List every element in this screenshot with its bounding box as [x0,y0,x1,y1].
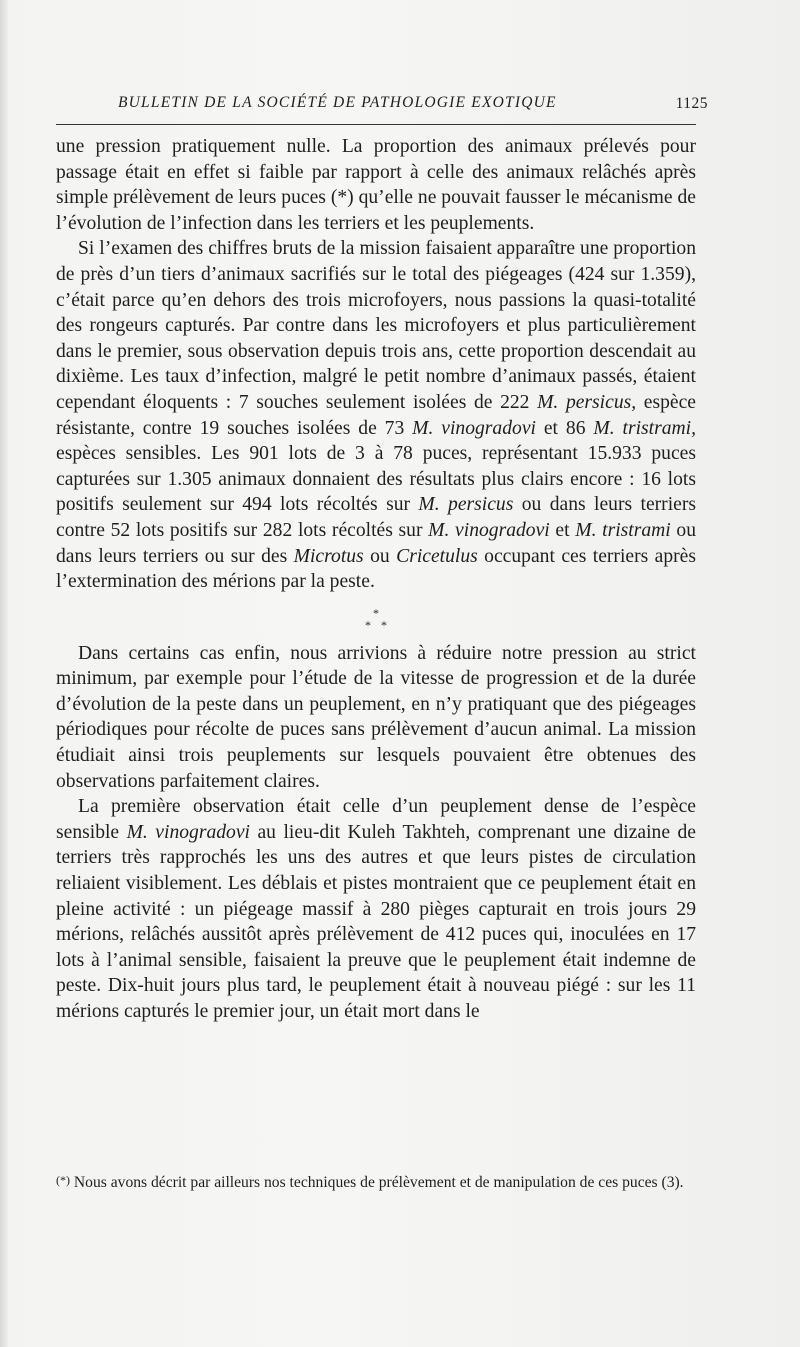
page-header [56,94,708,120]
p2-text-i: occupant ces terriers après l’extermination des mérions par la peste. [56,545,696,593]
body-text [56,134,696,1025]
p2-text-b: espèce résistante, contre 19 souches isolées de 73 [56,391,696,439]
header-rule [56,124,696,125]
paragraph-1: une pression pratiquement nulle. La proportion des animaux prélevés pour passage était en effet si faible par rapport à celle des animaux relâchés après simple prélèvement de leurs puces (*) qu’elle ne pouvait fausser le mécanisme de l’évolution de l’infection dans les terriers et les peuplements. [56,136,696,234]
species-name: M. persicus [418,494,514,516]
species-name: M. vinogradovi [412,417,536,439]
genus-name: Microtus [293,545,364,567]
p2-text-c: et 86 [535,417,594,439]
binding-gutter-shadow [0,0,8,1347]
p2-text-f: et [549,519,576,541]
running-head: BULLETIN DE LA SOCIÉTÉ DE PATHOLOGIE EXOTIQUE [118,94,557,111]
asterisk: * [381,617,387,632]
genus-name: Cricetulus [396,545,478,567]
species-name: M. tristrami [575,519,671,541]
species-name: M. vinogradovi [126,821,250,843]
p4-text-a: La première observation était celle d’un peuplement dense de l’espèce sensible [56,796,696,843]
asterisk: * [373,605,379,620]
p2-text-a: Si l’examen des chiffres bruts de la mission faisaient apparaître une proportion de près d’un tiers d’animaux sacrifiés sur le total des piégeages (424 sur 1.359), c’était parce qu’en dehors des trois microfoyers, nous passions la quasi-totalité des rongeurs capturés. Par contre dans les microfoyers et plus particulièrement dans le premier, sous observation depuis trois ans, cette proportion descendait au dixième. Les taux d’infection, malgré le petit nombre d’animaux passés, étaient cependant éloquents : 7 souches seulement isolées de 222 [56,238,696,413]
paragraph-3: Dans certains cas enfin, nous arrivions à réduire notre pression au strict minimum, par exemple pour l’étude de la vitesse de progression et de la durée d’évolution de la peste dans un peuplement, en n’y pratiquant que des piégeages périodiques pour récolte de puces sans prélèvement d’aucun animal. La mission étudiait ainsi trois peuplements sur lesquels pouvaient être obtenues des observations parfaitement claires. [56,642,696,792]
species-name: M. tristrami, [593,417,696,439]
p4-text-b: au lieu-dit Kuleh Takhteh, comprenant une dizaine de terriers très rapprochés les uns des autres et que leurs pistes de circulation reliaient visiblement. Les déblais et pistes montraient que ce peuplement était en pleine activité : un piégeage massif à 280 pièges capturait en trois jours 29 mérions, relâchés aussitôt après prélèvement de 412 puces qui, inoculées en 17 lots à l’animal sensible, faisaient la preuve que le peuplement était indemne de peste. Dix-huit jours plus tard, le peuplement était à nouveau piégé : sur les 11 mérions capturés le premier jour, un était mort dans le [56,821,696,1022]
footnote-mark: (*) [56,1173,70,1187]
species-name: M. vinogradovi [428,519,550,541]
footnote-text: Nous avons décrit par ailleurs nos techniques de prélèvement et de manipulation de ces puces (3). [70,1174,684,1191]
p2-text-h: ou [363,545,397,567]
paragraph-4 [56,794,696,1024]
p2-text-e: ou dans leurs terriers contre 52 lots positifs sur 282 lots récoltés sur [56,494,696,541]
asterisk: * [365,617,371,632]
page-number: 1125 [675,95,708,112]
paragraph-2 [56,236,696,594]
section-separator-asterism [56,595,696,641]
footnote [56,1170,696,1193]
p2-text-g: ou dans leurs terriers ou sur des [56,519,697,567]
species-name: M. persicus, [537,391,637,413]
p2-text-d: espèces sensibles. Les 901 lots de 3 à 78 puces, représentant 15.933 puces capturées sur 1.305 animaux donnaient des résultats plus clairs encore : 16 lots positifs seulement sur 494 lots récoltés sur [56,443,696,516]
